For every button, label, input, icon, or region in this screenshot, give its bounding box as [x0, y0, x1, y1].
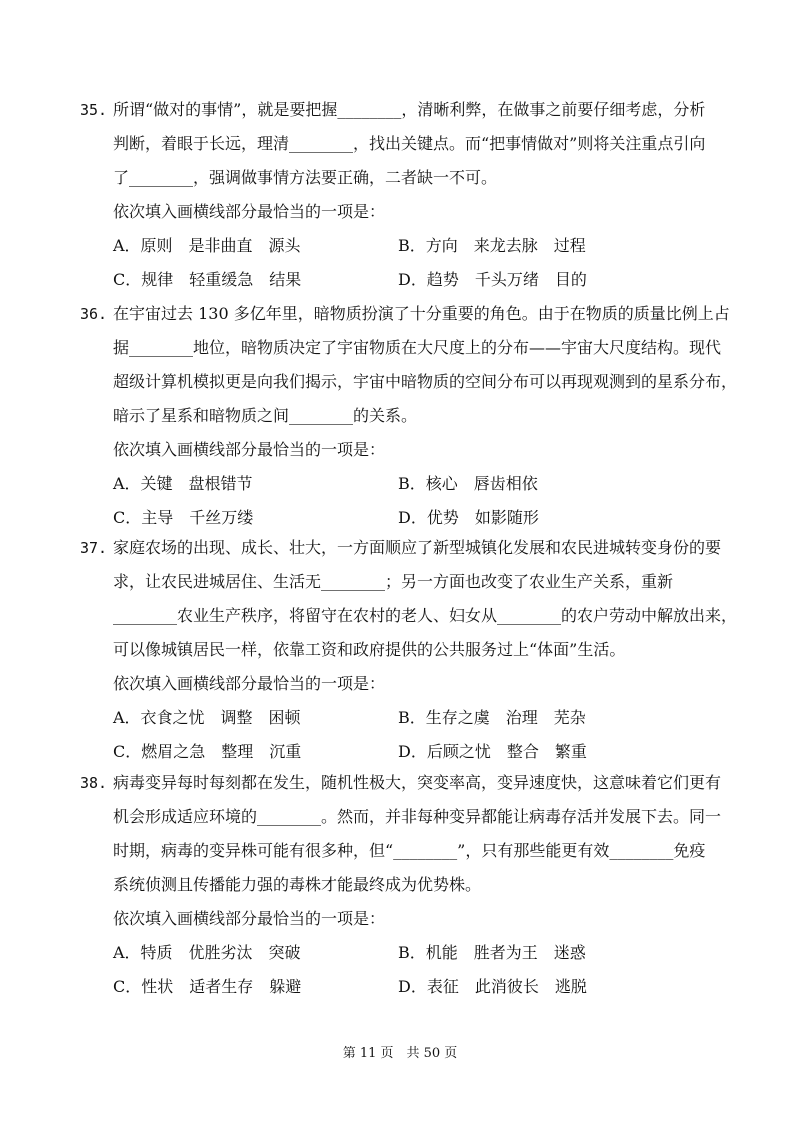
- question-38: [80, 766, 730, 1004]
- instruction-line: [80, 433, 730, 467]
- options-row: [80, 467, 730, 501]
- option-d: D．表征 此消彼长 逃脱: [398, 977, 587, 996]
- question-line: [80, 365, 738, 399]
- question-text-line: 判断，着眼于长远，理清________，找出关键点。而“把事情做对”则将关注重点引向: [113, 134, 706, 153]
- option-c: C．规律 轻重缓急 结果: [113, 270, 302, 289]
- question-line: [80, 161, 730, 195]
- option-d: D．趋势 千头万绪 目的: [398, 270, 587, 289]
- question-35: [80, 93, 730, 297]
- question-37: [80, 531, 738, 769]
- question-number: 38.: [80, 774, 108, 792]
- question-text-line: 在宇宙过去 130 多亿年里，暗物质扮演了十分重要的角色。由于在物质的质量比例上占: [113, 304, 730, 323]
- question-text-line: 家庭农场的出现、成长、壮大，一方面顺应了新型城镇化发展和农民进城转变身份的要: [113, 538, 722, 557]
- options-row: [80, 970, 730, 1004]
- question-line: [80, 800, 730, 834]
- question-text-line: 时期，病毒的变异株可能有很多种，但“________”，只有那些能更有效________免疫: [113, 841, 706, 860]
- instruction-line: [80, 195, 730, 229]
- question-line: [80, 93, 730, 127]
- options-row: [80, 936, 730, 970]
- question-text-line: 病毒变异每时每刻都在发生，随机性极大，突变率高，变异速度快，这意味着它们更有: [113, 773, 722, 792]
- instruction-text: 依次填入画横线部分最恰当的一项是：: [113, 909, 386, 928]
- option-a: A．关键 盘根错节: [113, 474, 253, 493]
- question-line: [80, 127, 730, 161]
- question-text-line: 系统侦测且传播能力强的毒株才能最终成为优势株。: [113, 875, 482, 894]
- option-c: C．主导 千丝万缕: [113, 508, 254, 527]
- question-number: 35.: [80, 101, 108, 119]
- question-text-line: 暗示了星系和暗物质之间________的关系。: [113, 406, 418, 425]
- option-b: B．核心 唇齿相依: [398, 474, 538, 493]
- question-line: [80, 834, 730, 868]
- option-a: A．特质 优胜劣汰 突破: [113, 943, 301, 962]
- option-c: C．性状 适者生存 躲避: [113, 977, 302, 996]
- question-line: [80, 297, 730, 331]
- question-line: [80, 766, 730, 800]
- instruction-text: 依次填入画横线部分最恰当的一项是：: [113, 674, 386, 693]
- option-b: B．机能 胜者为王 迷惑: [398, 943, 586, 962]
- question-line: [80, 633, 730, 667]
- question-line: [80, 399, 730, 433]
- instruction-line: [80, 902, 730, 936]
- question-text-line: ________农业生产秩序，将留守在农村的老人、妇女从________的农户劳动中解放出来，: [113, 606, 738, 625]
- question-text-line: 可以像城镇居民一样，依靠工资和政府提供的公共服务过上“体面”生活。: [113, 640, 626, 659]
- question-line: [80, 331, 730, 365]
- question-text-line: 机会形成适应环境的________。然而，并非每种变异都能让病毒存活并发展下去。同一: [113, 807, 722, 826]
- options-row: [80, 701, 730, 735]
- question-number: 37.: [80, 539, 108, 557]
- question-text-line: 所谓“做对的事情”，就是要把握________，清晰利弊，在做事之前要仔细考虑，分析: [113, 100, 706, 119]
- instruction-line: [80, 667, 730, 701]
- option-a: A．原则 是非曲直 源头: [113, 236, 301, 255]
- options-row: [80, 501, 730, 535]
- page-number-label: 第 11 页 共 50 页: [342, 1046, 458, 1061]
- question-line: [80, 868, 730, 902]
- question-text-line: 据________地位，暗物质决定了宇宙物质在大尺度上的分布——宇宙大尺度结构。现代: [113, 338, 722, 357]
- options-row: [80, 263, 730, 297]
- instruction-text: 依次填入画横线部分最恰当的一项是：: [113, 440, 386, 459]
- option-b: B．生存之虞 治理 芜杂: [398, 708, 586, 727]
- option-a: A．衣食之忧 调整 困顿: [113, 708, 301, 727]
- question-line: [80, 599, 738, 633]
- option-d: D．优势 如影随形: [398, 508, 539, 527]
- question-text-line: 求，让农民进城居住、生活无________；另一方面也改变了农业生产关系，重新: [113, 572, 674, 591]
- instruction-text: 依次填入画横线部分最恰当的一项是：: [113, 202, 386, 221]
- question-number: 36.: [80, 305, 108, 323]
- option-d: D．后顾之忧 整合 繁重: [398, 742, 587, 761]
- page-footer: [0, 1042, 800, 1061]
- question-text-line: 了________，强调做事情方法要正确，二者缺一不可。: [113, 168, 498, 187]
- question-text-line: 超级计算机模拟更是向我们揭示，宇宙中暗物质的空间分布可以再现观测到的星系分布，: [113, 372, 738, 391]
- question-36: [80, 297, 738, 535]
- question-line: [80, 565, 730, 599]
- options-row: [80, 735, 730, 769]
- option-b: B．方向 来龙去脉 过程: [398, 236, 586, 255]
- question-line: [80, 531, 730, 565]
- option-c: C．燃眉之急 整理 沉重: [113, 742, 302, 761]
- options-row: [80, 229, 730, 263]
